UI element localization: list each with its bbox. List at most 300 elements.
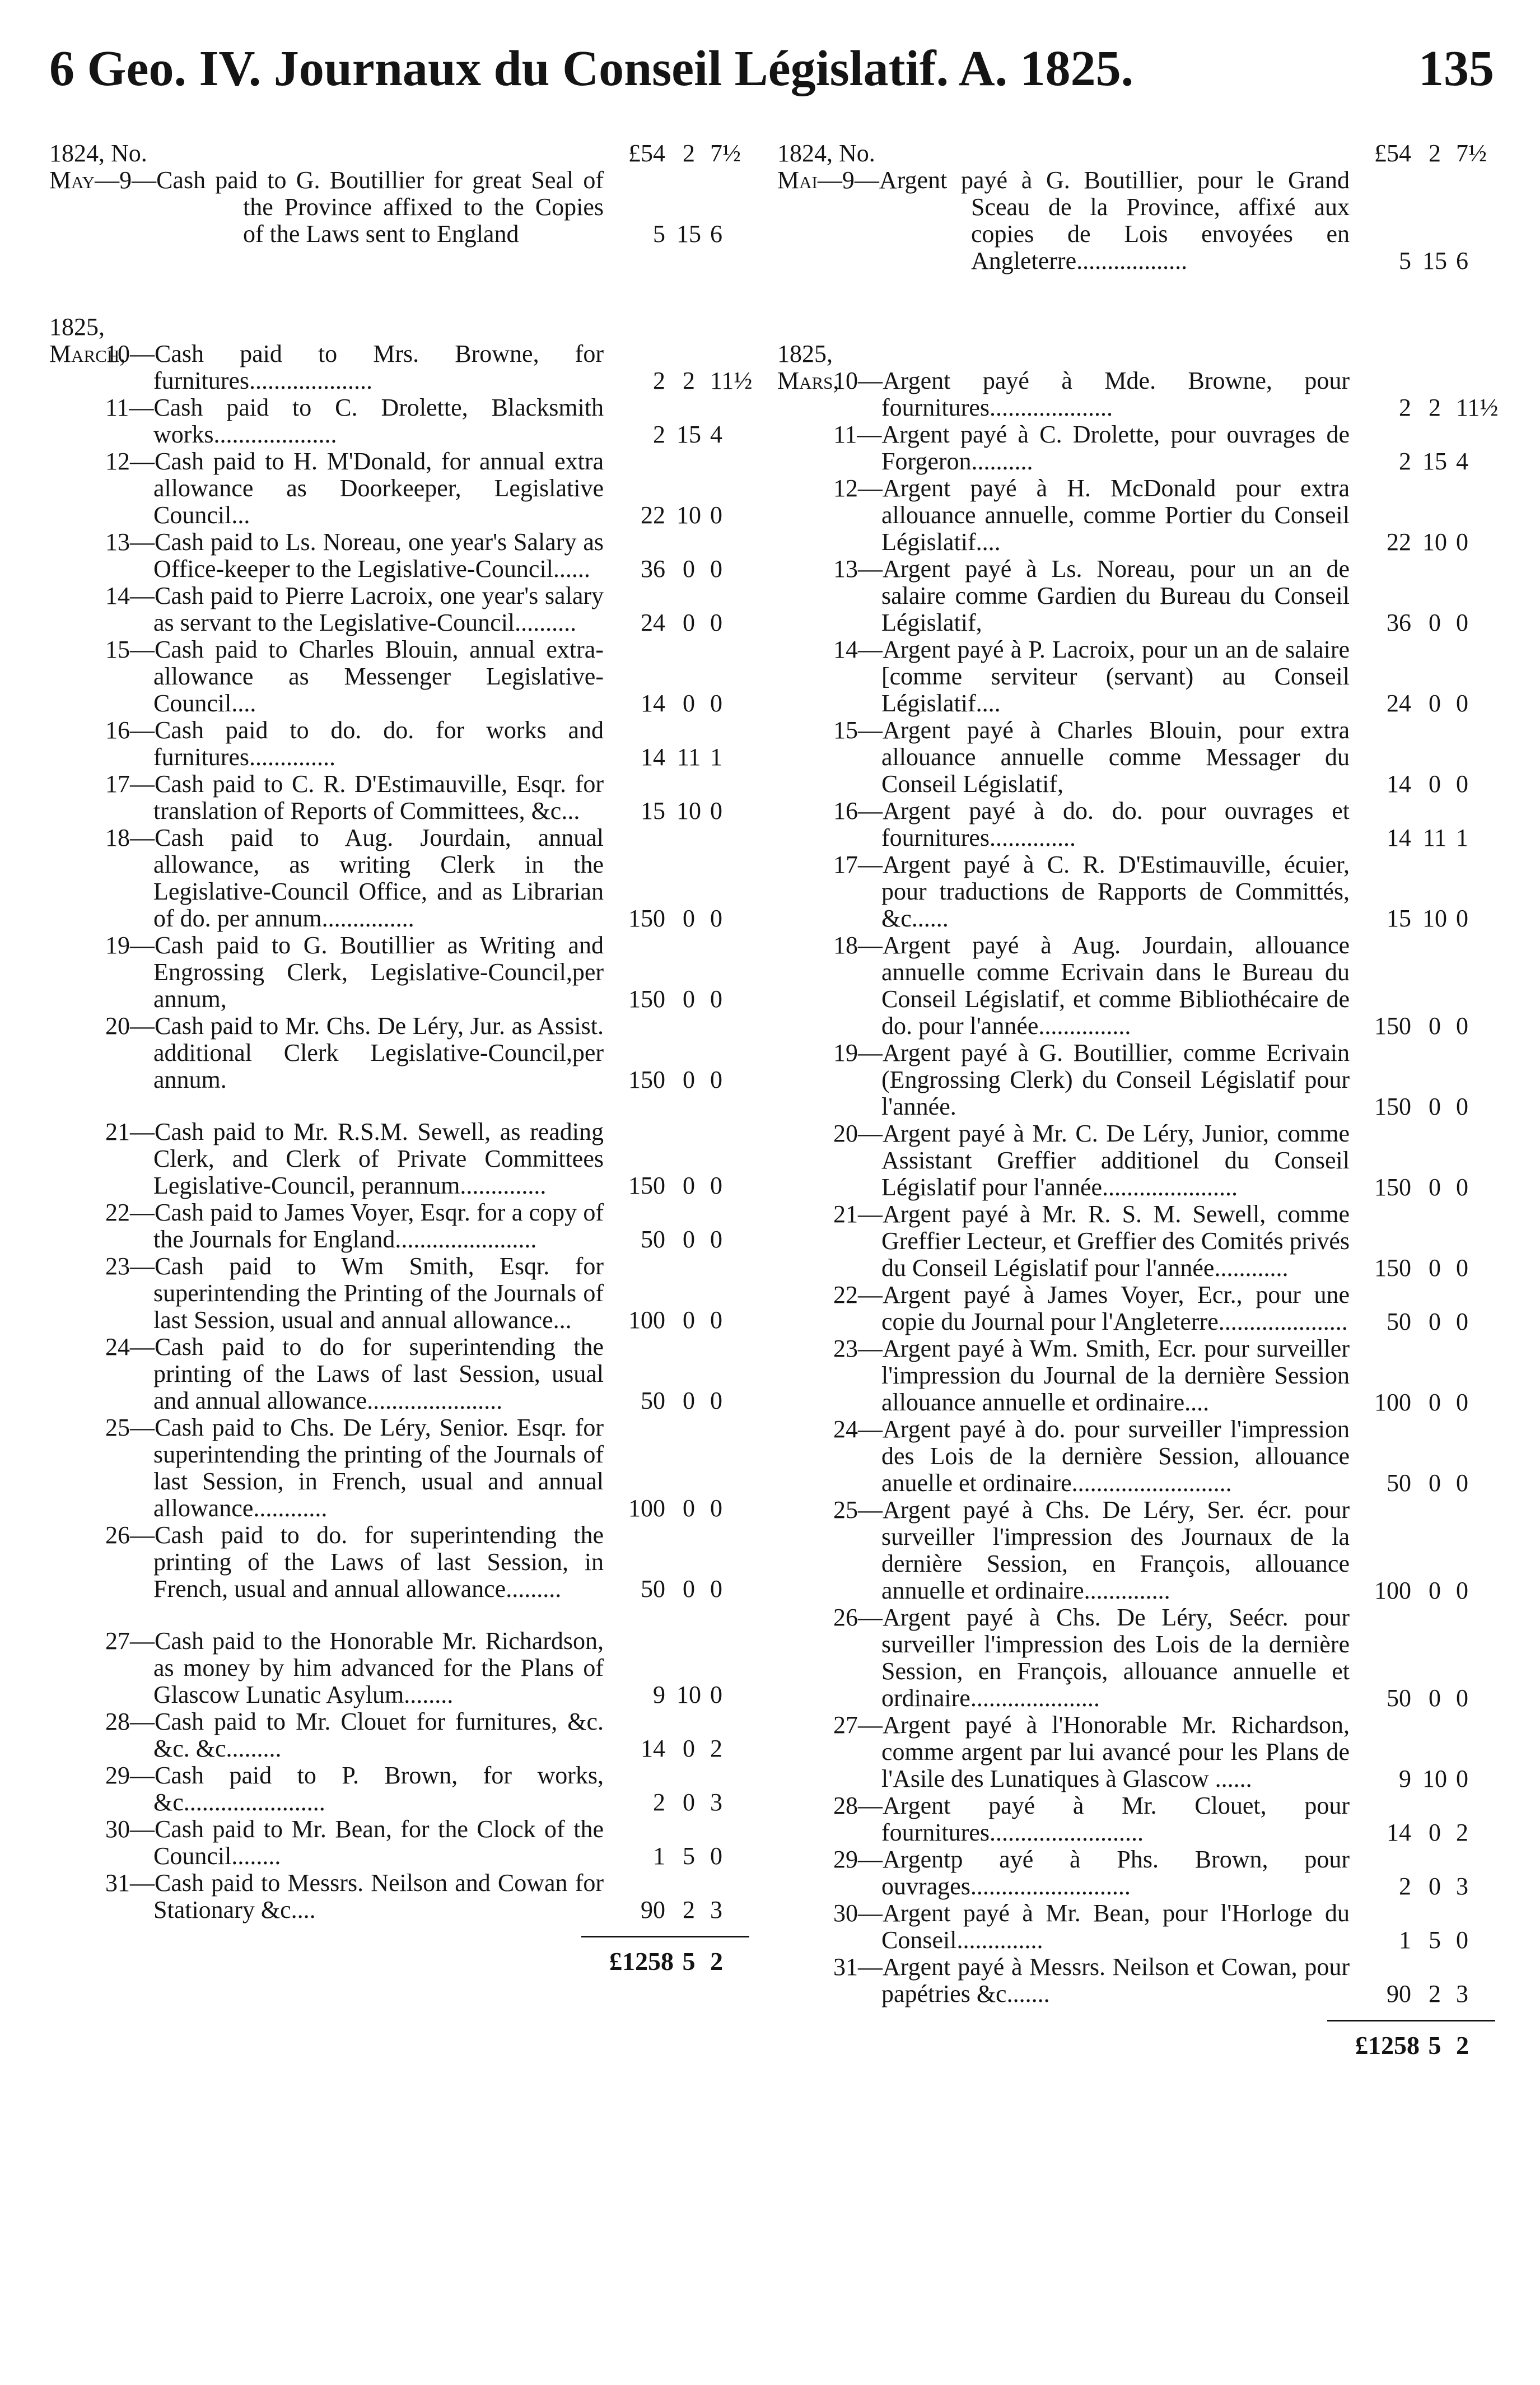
ledger-entry <box>777 932 1495 1040</box>
entry-amount <box>609 1172 749 1199</box>
amount-pounds: 14 <box>1387 824 1411 851</box>
ledger-entry <box>49 529 749 583</box>
amount-shillings: 15 <box>676 421 701 448</box>
entry-amount <box>1355 824 1495 851</box>
entry-description: 29—Cash paid to P. Brown, for works, &c....................... <box>105 1762 604 1816</box>
entry-description: 29—Argentp ayé à Phs. Brown, pour ouvrages.......................... <box>833 1846 1350 1900</box>
amount-pence: 7½ <box>710 139 741 167</box>
entry-description: 18—Argent payé à Aug. Jourdain, allouance annuelle comme Ecrivain dans le Bureau du Conseil Législatif, et comme Bibliothécaire de do. pour l'année............... <box>833 931 1350 1040</box>
total-row <box>777 2028 1495 2063</box>
amount-pence: 0 <box>1456 1684 1468 1712</box>
amount-pounds: 150 <box>1374 1012 1411 1040</box>
entry-amount <box>1355 1470 1495 1497</box>
total-amount <box>1355 2028 1495 2063</box>
entry-description: 23—Argent payé à Wm. Smith, Ecr. pour surveiller l'impression du Journal de la dernière Session allouance annuelle et ordinaire.... <box>833 1335 1350 1416</box>
amount-shillings: 0 <box>1429 1254 1441 1282</box>
entry-amount <box>609 1387 749 1414</box>
amount-pounds: 1 <box>653 1842 665 1870</box>
amount-pounds: 50 <box>1387 1308 1411 1335</box>
entry-description: 30—Cash paid to Mr. Bean, for the Clock of the Council........ <box>105 1815 604 1870</box>
amount-pence: 0 <box>1456 1093 1468 1120</box>
entry-amount <box>1355 690 1495 717</box>
ledger-entry <box>49 636 749 717</box>
entry-amount <box>1355 1577 1495 1604</box>
amount-shillings: 0 <box>1429 1389 1441 1416</box>
ledger-entry <box>49 932 749 1013</box>
amount-shillings: 15 <box>1422 448 1447 475</box>
amount-pounds: £54 <box>1374 139 1411 167</box>
entry-description: 21—Argent payé à Mr. R. S. M. Sewell, comme Greffier Lecteur, et Greffier des Comités privés du Conseil Législatif pour l'année............ <box>833 1200 1350 1282</box>
ledger-entry <box>777 421 1495 475</box>
amount-shillings: 0 <box>683 1306 695 1334</box>
amount-pounds: 14 <box>641 743 665 771</box>
ledger-entry <box>49 771 749 824</box>
ledger-entry <box>777 1604 1495 1712</box>
amount-pence: 0 <box>1456 1577 1468 1604</box>
entry-amount <box>609 1789 749 1816</box>
ledger-entry <box>49 1870 749 1923</box>
amount-pounds: 2 <box>1399 448 1411 475</box>
ledger-entry <box>777 556 1495 636</box>
entry-description: 21—Cash paid to Mr. R.S.M. Sewell, as reading Clerk, and Clerk of Private Committees Legislative-Council, perannum.............. <box>105 1118 604 1199</box>
amount-pounds: 36 <box>641 555 665 583</box>
amount-pence: 0 <box>1456 1012 1468 1040</box>
amount-pounds: 50 <box>641 1226 665 1253</box>
entry-amount <box>1355 1766 1495 1792</box>
entry-amount <box>609 1307 749 1334</box>
entry-amount <box>1355 394 1499 421</box>
ledger-entry <box>777 1846 1495 1900</box>
entry-description: 10—Cash paid to Mrs. Browne, for furnitures.................... <box>105 340 604 394</box>
ledger-entry <box>777 367 1499 421</box>
entry-amount <box>1355 771 1495 798</box>
amount-shillings: 0 <box>1429 1012 1441 1040</box>
total-rule <box>581 1936 749 1937</box>
amount-pence: 0 <box>1456 1254 1468 1282</box>
ledger-entry <box>777 1201 1495 1282</box>
ledger-entry <box>777 475 1495 556</box>
amount-pence: 0 <box>1456 1926 1468 1954</box>
entry-description: 26—Argent payé à Chs. De Léry, Seécr. pour surveiller l'impression des Lois de la dernière Session, en François, allouance annuelle et ordinaire..................... <box>833 1604 1350 1712</box>
amount-shillings: 5 <box>1429 1926 1441 1954</box>
amount-shillings: 0 <box>1429 1469 1441 1497</box>
amount-pence: 0 <box>1456 1469 1468 1497</box>
entry-amount <box>1355 1819 1495 1846</box>
amount-pence: 0 <box>710 1066 722 1093</box>
amount-pence: 0 <box>710 555 722 583</box>
ledger-entry <box>49 1816 749 1870</box>
amount-pounds: 5 <box>653 220 665 248</box>
amount-shillings: 5 <box>1428 2031 1441 2060</box>
entry-amount <box>609 744 749 771</box>
entry-amount <box>609 421 749 448</box>
amount-pence: 0 <box>1456 905 1468 932</box>
entry-description: 13—Cash paid to Ls. Noreau, one year's Salary as Office-keeper to the Legislative-Council...... <box>105 528 604 583</box>
entry-description: 31—Cash paid to Messrs. Neilson and Cowan for Stationary &c.... <box>105 1869 604 1923</box>
amount-pence: 0 <box>710 690 722 717</box>
amount-pence: 11½ <box>1456 394 1499 421</box>
english-entries <box>49 340 753 1923</box>
entry-amount <box>609 986 749 1013</box>
year-heading: 1825, <box>777 340 833 367</box>
amount-pence: 0 <box>710 985 722 1013</box>
amount-pounds: 15 <box>641 797 665 824</box>
year-heading: 1825, <box>49 313 105 341</box>
ledger-entry <box>49 1708 749 1762</box>
ledger-entry <box>49 1414 749 1522</box>
amount-shillings: 10 <box>1422 1765 1447 1792</box>
entry-amount <box>1355 1255 1495 1282</box>
amount-pence: 0 <box>1456 609 1468 636</box>
amount-pounds: 50 <box>1387 1469 1411 1497</box>
amount-shillings: 0 <box>683 1226 695 1253</box>
amount-pounds: £54 <box>628 139 665 167</box>
entry-amount <box>609 1681 749 1708</box>
entry-description: 16—Cash paid to do. do. for works and furnitures.............. <box>105 716 604 771</box>
amount-shillings: 0 <box>1429 1872 1441 1900</box>
amount-pounds: 50 <box>1387 1684 1411 1712</box>
ledger-entry <box>49 1199 749 1253</box>
amount-shillings: 0 <box>683 1735 695 1762</box>
ledger-entry <box>777 1712 1495 1792</box>
amount-shillings: 0 <box>683 555 695 583</box>
amount-pounds: 100 <box>628 1494 665 1522</box>
amount-pence: 0 <box>710 1575 722 1603</box>
entry-description: 17—Argent payé à C. R. D'Estimauville, écuier, pour traductions de Rapports de Committés, &c...... <box>833 851 1350 932</box>
amount-pounds: 2 <box>653 367 665 394</box>
amount-pence: 2 <box>710 1735 722 1762</box>
english-column: 1824, No. £54 2 7½ May—9—Cash paid to G. Boutillier for great Seal of the Province affixed to the Copies of the Laws sent to England 5 15 6 1825, March, 10—Cash paid to Mrs. Browne, for furnitures.................... 2 2 11½ 11—Cash paid to C. Drolette, Blacksmith works.................... 2 15 4 12—Cash paid to H. M'Donald, for annual extra allowance as Doorkeeper, Legislative Council... 22 10 0 13—Cash paid to Ls. Noreau, one year's Salary as Office-keeper to the Legislative-Council...... 36 0 0 14—Cash paid to Pierre Lacroix, one year's salary as servant to the Legislative-Council.......... 24 0 0 15—Cash paid to Charles Blouin, annual extra-allowance as Messenger Legislative-Council.... 14 0 0 16—Cash paid to do. do. for works and furnitures.............. 14 11 1 17—Cash paid to C. R. D'Estimauville, Esqr. for translation of Reports of Committees, &c... 15 10 0 18—Cash paid to Aug. Jourdain, annual allowance, as writing Clerk in the Legislative-Council Office, and as Librarian of do. per annum............... 150 0 0 19—Cash paid to G. Boutillier as Writing and Engrossing Clerk, Legislative-Council,per annum, 150 0 0 20—Cash paid to Mr. Chs. De Léry, Jur. as Assist. additional Clerk Legislative-Council,per annum. 150 0 0 21—Cash paid to Mr. R.S.M. Sewell, as reading Clerk, and Clerk of Private Committees Legislative-Council, perannum.............. 150 0 0 22—Cash paid to James Voyer, Esqr. for a copy of the Journals for England....................... 50 0 0 23—Cash paid to Wm Smith, Esqr. for superintending the Printing of the Journals of last Session, usual and annual allowance... 100 0 0 24—Cash paid to do for superintending the printing of the Laws of last Session, usual and annual allowance...................... 50 0 0 25—Cash paid to Chs. De Léry, Senior. Esqr. for superintending the printing of the Journals of last Session, in French, usual and annual allowance............ 100 0 0 26—Cash paid to do. for superintending the printing of the Laws of last Session, in French, usual and annual allowance......... 50 0 0 27—Cash paid to the Honorable Mr. Richardson, as money by him advanced for the Plans of Glascow Lunatic Asylum........ 9 10 0 28—Cash paid to Mr. Clouet for furnitures, &c. &c. &c......... 14 0 2 29—Cash paid to P. Brown, for works, &c....................... 2 0 3 30—Cash paid to Mr. Bean, for the Clock of the Council........ 1 5 0 31—Cash paid to Messrs. Neilson and Cowan for Stationary &c.... 90 2 3 £1258 5 2 <box>49 140 749 1979</box>
entry-description: 30—Argent payé à Mr. Bean, pour l'Horloge du Conseil.............. <box>833 1899 1350 1954</box>
amount-pence: 0 <box>710 1306 722 1334</box>
entry-amount <box>1355 1981 1495 2007</box>
entry-description: 28—Argent payé à Mr. Clouet, pour fournitures......................... <box>833 1792 1350 1846</box>
amount-shillings: 15 <box>676 220 701 248</box>
entry-amount <box>609 690 749 717</box>
amount-pence: 7½ <box>1456 139 1487 167</box>
month-label: May <box>49 166 95 194</box>
amount-pounds: 24 <box>1387 690 1411 717</box>
ledger-entry <box>777 1497 1495 1604</box>
entry-description: 17—Cash paid to C. R. D'Estimauville, Esqr. for translation of Reports of Committees, &c... <box>105 770 604 824</box>
ledger-entry <box>777 1900 1495 1954</box>
amount-pounds: £1258 <box>609 1947 674 1976</box>
amount-pence: 0 <box>710 905 722 932</box>
amount-shillings: 2 <box>1429 1980 1441 2007</box>
amount-shillings: 10 <box>676 501 701 529</box>
amount-pence: 6 <box>710 220 722 248</box>
entry-description: 25—Argent payé à Chs. De Léry, Ser. écr. pour surveiller l'impression des Journaux de la dernière Session, en François, allouance annuelle et ordinaire.............. <box>833 1496 1350 1604</box>
opening-balance <box>1355 140 1495 167</box>
ledger-entry <box>49 1119 749 1199</box>
entry-amount <box>1355 248 1495 274</box>
amount-shillings: 2 <box>683 139 695 167</box>
entry-amount <box>1355 1389 1495 1416</box>
amount-shillings: 0 <box>1429 1093 1441 1120</box>
entry-description: 22—Argent payé à James Voyer, Ecr., pour une copie du Journal pour l'Angleterre..................... <box>833 1281 1350 1335</box>
entry-description: 26—Cash paid to do. for superintending the printing of the Laws of last Session, in French, usual and annual allowance......... <box>105 1521 604 1603</box>
amount-shillings: 2 <box>683 1896 695 1923</box>
entry-amount <box>609 609 749 636</box>
amount-shillings: 0 <box>683 609 695 636</box>
amount-shillings: 5 <box>682 1947 696 1976</box>
entry-text: —9—Argent payé à G. Boutillier, pour le Grand Sceau de la Province, affixé aux copies de Lois envoyées en Angleterre.................. <box>817 166 1350 274</box>
entry-amount <box>1355 529 1495 556</box>
ledger-entry <box>49 1628 749 1708</box>
entry-description: 28—Cash paid to Mr. Clouet for furnitures, &c. &c. &c......... <box>105 1708 604 1762</box>
amount-pounds: 50 <box>641 1575 665 1603</box>
entry-amount <box>1355 1308 1495 1335</box>
ledger-entry <box>777 1792 1495 1846</box>
amount-pounds: 2 <box>1399 1872 1411 1900</box>
amount-pence: 2 <box>1456 1819 1468 1846</box>
amount-pounds: 100 <box>1374 1577 1411 1604</box>
entry-description: 31—Argent payé à Messrs. Neilson et Cowan, pour papétries &c....... <box>833 1953 1350 2007</box>
entry-amount <box>609 1226 749 1253</box>
amount-pounds: 14 <box>1387 770 1411 798</box>
entry-description: 11—Cash paid to C. Drolette, Blacksmith works.................... <box>105 394 604 448</box>
opening-year: 1824, No. <box>49 139 147 167</box>
amount-pounds: 5 <box>1399 247 1411 274</box>
amount-shillings: 2 <box>1429 394 1441 421</box>
entry-description: 23—Cash paid to Wm Smith, Esqr. for superintending the Printing of the Journals of last Session, usual and annual allowance... <box>105 1252 604 1334</box>
amount-pounds: 150 <box>628 985 665 1013</box>
entry-description: 11—Argent payé à C. Drolette, pour ouvrages de Forgeron.......... <box>833 421 1350 475</box>
opening-balance <box>609 140 749 167</box>
french-entries <box>777 367 1499 2007</box>
amount-pence: 0 <box>1456 770 1468 798</box>
amount-pounds: 90 <box>641 1896 665 1923</box>
amount-pounds: 14 <box>641 1735 665 1762</box>
amount-shillings: 0 <box>1429 690 1441 717</box>
entry-amount <box>1355 905 1495 932</box>
entry-amount <box>609 1495 749 1522</box>
entry-amount <box>609 556 749 583</box>
amount-shillings: 5 <box>683 1842 695 1870</box>
amount-pence: 3 <box>710 1896 722 1923</box>
amount-shillings: 2 <box>1429 139 1441 167</box>
amount-pence: 0 <box>1456 1308 1468 1335</box>
entry-description: 20—Cash paid to Mr. Chs. De Léry, Jur. as Assist. additional Clerk Legislative-Council,per annum. <box>105 1012 604 1093</box>
entry-amount <box>1355 1174 1495 1201</box>
amount-pence: 6 <box>1456 247 1468 274</box>
amount-shillings: 10 <box>676 797 701 824</box>
amount-shillings: 10 <box>1422 528 1447 556</box>
amount-pounds: 2 <box>653 1788 665 1816</box>
entry-amount <box>1355 448 1495 475</box>
ledger-entry <box>777 1335 1495 1416</box>
entry-description <box>49 167 604 248</box>
amount-pounds: 50 <box>641 1387 665 1414</box>
amount-shillings: 0 <box>683 1575 695 1603</box>
entry-description <box>777 167 1350 274</box>
entry-text: —9—Cash paid to G. Boutillier for great Seal of the Province affixed to the Copies of the Laws sent to England <box>95 166 604 248</box>
amount-pounds: 14 <box>641 690 665 717</box>
entry-amount <box>1355 1927 1495 1954</box>
ledger-entry <box>777 167 1495 274</box>
ledger-entry <box>49 1334 749 1414</box>
entry-description: 27—Argent payé à l'Honorable Mr. Richardson, comme argent par lui avancé pour les Plans de l'Asile des Lunatiques à Glascow ...... <box>833 1711 1350 1792</box>
amount-shillings: 0 <box>683 905 695 932</box>
amount-shillings: 15 <box>1422 247 1447 274</box>
ledger-entry <box>49 824 749 932</box>
entry-description: 14—Cash paid to Pierre Lacroix, one year's salary as servant to the Legislative-Council.......... <box>105 582 604 636</box>
entry-description: 19—Cash paid to G. Boutillier as Writing and Engrossing Clerk, Legislative-Council,per annum, <box>105 931 604 1013</box>
amount-pounds: 22 <box>641 501 665 529</box>
entry-amount <box>609 1897 749 1923</box>
ledger-entry <box>49 717 749 771</box>
amount-shillings: 0 <box>1429 770 1441 798</box>
amount-pounds: 14 <box>1387 1819 1411 1846</box>
entry-description: 10—Argent payé à Mde. Browne, pour fournitures.................... <box>833 367 1350 421</box>
running-head: 6 Geo. IV. Journaux du Conseil Législatif. A. 1825. <box>49 41 1134 96</box>
ledger-entry <box>777 636 1495 717</box>
amount-pence: 2 <box>1456 2031 1469 2060</box>
amount-pence: 4 <box>1456 448 1468 475</box>
amount-shillings: 11 <box>1422 824 1447 851</box>
amount-pounds: 15 <box>1387 905 1411 932</box>
amount-shillings: 10 <box>676 1681 701 1708</box>
entry-amount <box>609 1843 749 1870</box>
entry-amount <box>609 1735 749 1762</box>
amount-pence: 4 <box>710 421 722 448</box>
amount-pence: 0 <box>710 1387 722 1414</box>
amount-shillings: 0 <box>683 1494 695 1522</box>
ledger-entry <box>49 167 749 248</box>
total-rule <box>1327 2020 1495 2021</box>
amount-shillings: 0 <box>1429 1577 1441 1604</box>
amount-shillings: 11 <box>676 743 701 771</box>
month-label: Mai <box>777 166 818 194</box>
ledger-entry <box>49 583 749 636</box>
ledger-entry <box>777 851 1495 932</box>
amount-pounds: 1 <box>1399 1926 1411 1954</box>
entry-amount <box>609 1576 749 1603</box>
amount-shillings: 0 <box>1429 1173 1441 1201</box>
entry-description: 20—Argent payé à Mr. C. De Léry, Junior, comme Assistant Greffier additionel du Conseil Législatif pour l'année...................... <box>833 1120 1350 1201</box>
entry-amount <box>609 367 753 394</box>
amount-shillings: 2 <box>683 367 695 394</box>
ledger-entry <box>777 1120 1495 1201</box>
amount-pence: 0 <box>710 609 722 636</box>
ledger-entry <box>777 1040 1495 1120</box>
amount-shillings: 0 <box>683 1788 695 1816</box>
amount-pounds: 9 <box>653 1681 665 1708</box>
entry-amount <box>1355 609 1495 636</box>
entry-amount <box>609 905 749 932</box>
opening-year-line <box>777 140 1495 167</box>
amount-pence: 2 <box>710 1947 723 1976</box>
ledger-entry <box>49 1013 749 1093</box>
ledger-entry <box>777 1282 1495 1335</box>
entry-description: 24—Argent payé à do. pour surveiller l'impression des Lois de la dernière Session, allouance anuelle et ordinaire.......................... <box>833 1415 1350 1497</box>
amount-pence: 3 <box>1456 1980 1468 2007</box>
amount-pounds: 9 <box>1399 1765 1411 1792</box>
total-amount <box>609 1944 749 1979</box>
amount-pence: 1 <box>710 743 722 771</box>
amount-pence: 0 <box>710 1681 722 1708</box>
entry-amount <box>609 1066 749 1093</box>
ledger-entry <box>49 394 749 448</box>
french-column: 1824, No. £54 2 7½ Mai—9—Argent payé à G. Boutillier, pour le Grand Sceau de la Province, affixé aux copies de Lois envoyées en Angleterre.................. 5 15 6 1825, Mars, 10—Argent payé à Mde. Browne, pour fournitures.................... 2 2 11½ 11—Argent payé à C. Drolette, pour ouvrages de Forgeron.......... 2 15 4 12—Argent payé à H. McDonald pour extra allouance annuelle, comme Portier du Conseil Législatif.... 22 10 0 13—Argent payé à Ls. Noreau, pour un an de salaire comme Gardien du Bureau du Conseil Législatif, 36 0 0 14—Argent payé à P. Lacroix, pour un an de salaire [comme serviteur (servant) au Conseil Législatif.... 24 0 0 15—Argent payé à Charles Blouin, pour extra allouance annuelle comme Messager du Conseil Législatif, 14 0 0 16—Argent payé à do. do. pour ouvrages et fournitures.............. 14 11 1 17—Argent payé à C. R. D'Estimauville, écuier, pour traductions de Rapports de Committés, &c...... 15 10 0 18—Argent payé à Aug. Jourdain, allouance annuelle comme Ecrivain dans le Bureau du Conseil Législatif, et comme Bibliothécaire de do. pour l'année............... 150 0 0 19—Argent payé à G. Boutillier, comme Ecrivain (Engrossing Clerk) du Conseil Législatif pour l'année. 150 0 0 20—Argent payé à Mr. C. De Léry, Junior, comme Assistant Greffier additionel du Conseil Législatif pour l'année...................... 150 0 0 21—Argent payé à Mr. R. S. M. Sewell, comme Greffier Lecteur, et Greffier des Comités privés du Conseil Législatif pour l'année............ 150 0 0 22—Argent payé à James Voyer, Ecr., pour une copie du Journal pour l'Angleterre..................... 50 0 0 23—Argent payé à Wm. Smith, Ecr. pour surveiller l'impression du Journal de la dernière Session allouance annuelle et ordinaire.... 100 0 0 24—Argent payé à do. pour surveiller l'impression des Lois de la dernière Session, allouance anuelle et ordinaire.......................... 50 0 0 25—Argent payé à Chs. De Léry, Ser. écr. pour surveiller l'impression des Journaux de la dernière Session, en François, allouance annuelle et ordinaire.............. 100 0 0 26—Argent payé à Chs. De Léry, Seécr. pour surveiller l'impression des Lois de la dernière Session, en François, allouance annuelle et ordinaire..................... 50 0 0 27—Argent payé à l'Honorable Mr. Richardson, comme argent par lui avancé pour les Plans de l'Asile des Lunatiques à Glascow ...... 9 10 0 28—Argent payé à Mr. Clouet, pour fournitures......................... 14 0 2 29—Argentp ayé à Phs. Brown, pour ouvrages.......................... 2 0 3 30—Argent payé à Mr. Bean, pour l'Horloge du Conseil.............. 1 5 0 31—Argent payé à Messrs. Neilson et Cowan, pour papétries &c....... 90 2 3 £1258 5 2 <box>777 140 1495 2063</box>
ledger-entry <box>49 340 753 394</box>
entry-description: 22—Cash paid to James Voyer, Esqr. for a copy of the Journals for England....................... <box>105 1199 604 1253</box>
amount-pence: 0 <box>710 797 722 824</box>
amount-pounds: 100 <box>628 1306 665 1334</box>
amount-shillings: 10 <box>1422 905 1447 932</box>
entry-amount <box>609 502 749 529</box>
amount-pounds: 22 <box>1387 528 1411 556</box>
amount-pence: 3 <box>1456 1872 1468 1900</box>
ledger-entry <box>49 1762 749 1816</box>
amount-pence: 0 <box>1456 1765 1468 1792</box>
amount-shillings: 0 <box>1429 1308 1441 1335</box>
entry-description: 15—Argent payé à Charles Blouin, pour extra allouance annuelle comme Messager du Conseil Législatif, <box>833 716 1350 798</box>
ledger-entry <box>777 1416 1495 1497</box>
amount-shillings: 0 <box>683 1066 695 1093</box>
entry-amount <box>1355 1873 1495 1900</box>
amount-pence: 0 <box>710 1494 722 1522</box>
amount-pounds: 100 <box>1374 1389 1411 1416</box>
amount-shillings: 0 <box>683 1172 695 1199</box>
amount-pence: 11½ <box>710 367 753 394</box>
amount-shillings: 0 <box>1429 609 1441 636</box>
amount-pence: 0 <box>1456 528 1468 556</box>
amount-shillings: 0 <box>1429 1684 1441 1712</box>
entry-amount <box>1355 1093 1495 1120</box>
amount-pounds: 150 <box>1374 1173 1411 1201</box>
total-row <box>49 1944 749 1979</box>
amount-pounds: £1258 <box>1355 2031 1420 2060</box>
amount-pounds: 24 <box>641 609 665 636</box>
entry-description: 18—Cash paid to Aug. Jourdain, annual allowance, as writing Clerk in the Legislative-Council Office, and as Librarian of do. per annum............... <box>105 824 604 932</box>
ledger-entry <box>777 798 1495 851</box>
entry-amount <box>1355 1685 1495 1712</box>
entry-description: 12—Cash paid to H. M'Donald, for annual extra allowance as Doorkeeper, Legislative Council... <box>105 448 604 529</box>
opening-year-line <box>49 140 749 167</box>
amount-pounds: 36 <box>1387 609 1411 636</box>
opening-year: 1824, No. <box>777 139 875 167</box>
entry-description: 25—Cash paid to Chs. De Léry, Senior. Esqr. for superintending the printing of the Journals of last Session, in French, usual and annual allowance............ <box>105 1414 604 1522</box>
page-number: 135 <box>1418 41 1494 96</box>
entry-description: 24—Cash paid to do for superintending the printing of the Laws of last Session, usual and annual allowance...................... <box>105 1333 604 1414</box>
entry-amount <box>609 798 749 824</box>
entry-amount <box>1355 1013 1495 1040</box>
entry-description: 19—Argent payé à G. Boutillier, comme Ecrivain (Engrossing Clerk) du Conseil Législatif pour l'année. <box>833 1039 1350 1120</box>
ledger-entry <box>777 1954 1495 2007</box>
amount-pounds: 150 <box>628 1172 665 1199</box>
amount-shillings: 0 <box>683 690 695 717</box>
entry-description: 16—Argent payé à do. do. pour ouvrages et fournitures.............. <box>833 797 1350 851</box>
entry-description: 14—Argent payé à P. Lacroix, pour un an de salaire [comme serviteur (servant) au Conseil Législatif.... <box>833 636 1350 717</box>
amount-shillings: 0 <box>683 1387 695 1414</box>
ledger-entry <box>49 1522 749 1603</box>
entry-description: 27—Cash paid to the Honorable Mr. Richardson, as money by him advanced for the Plans of Glascow Lunatic Asylum........ <box>105 1627 604 1708</box>
amount-pence: 0 <box>710 1842 722 1870</box>
amount-pence: 0 <box>710 1172 722 1199</box>
ledger-entry <box>49 448 749 529</box>
ledger-entry <box>49 1253 749 1334</box>
amount-pounds: 150 <box>628 1066 665 1093</box>
amount-shillings: 0 <box>683 985 695 1013</box>
entry-description: 13—Argent payé à Ls. Noreau, pour un an de salaire comme Gardien du Bureau du Conseil Législatif, <box>833 555 1350 636</box>
amount-pounds: 150 <box>1374 1254 1411 1282</box>
entry-description: 15—Cash paid to Charles Blouin, annual extra-allowance as Messenger Legislative-Council.... <box>105 636 604 717</box>
amount-pounds: 2 <box>653 421 665 448</box>
amount-pence: 0 <box>1456 1389 1468 1416</box>
amount-pounds: 150 <box>1374 1093 1411 1120</box>
amount-pence: 3 <box>710 1788 722 1816</box>
